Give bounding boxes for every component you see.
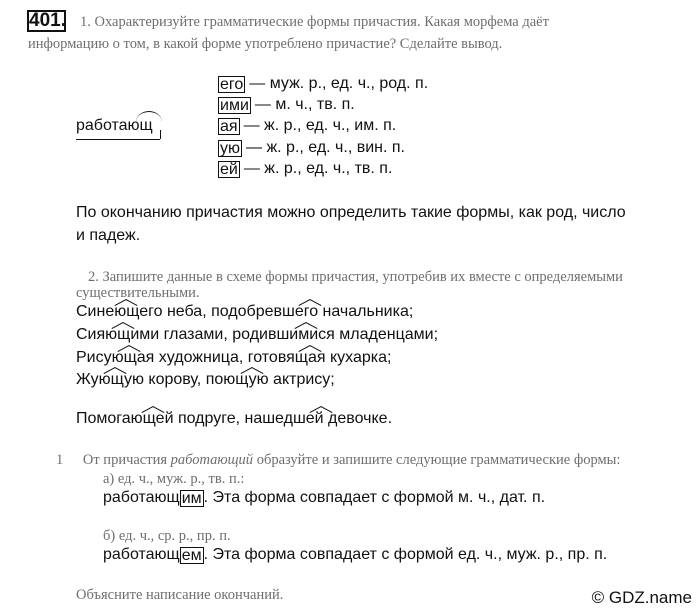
- form-a-label: а) ед. ч., муж. р., тв. п.:: [103, 471, 245, 487]
- task3-word: работающий: [170, 452, 254, 468]
- form-desc: — ж. р., ед. ч., вин. п.: [246, 139, 405, 156]
- exercise-number: 401.: [29, 10, 66, 31]
- scheme-form-4: [218, 139, 405, 157]
- task3-number: 1: [56, 452, 64, 468]
- scheme-stem: работающ: [76, 117, 153, 134]
- ending-box: ими: [220, 96, 249, 114]
- ending-box: его: [220, 75, 244, 93]
- suffix-mark: [241, 365, 263, 375]
- watermark: © GDZ.name: [591, 588, 692, 607]
- suffix-mark: [115, 297, 137, 307]
- suffix-mark: [299, 297, 321, 307]
- form-b-stem: работающ: [103, 546, 180, 563]
- form-a-rest: . Эта форма совпадает с формой м. ч., дат. п.: [203, 489, 546, 506]
- form-desc: — ж. р., ед. ч., тв. п.: [243, 160, 393, 177]
- form-b-label: б) ед. ч., ср. р., пр. п.: [103, 528, 231, 544]
- task3-suffix: образуйте и запишите следующие грамматические формы:: [256, 452, 621, 468]
- phrase-3: Рисующая художница, готовящая кухарка;: [76, 349, 392, 366]
- task3-line: [56, 452, 620, 469]
- form-b-answer: [103, 546, 607, 564]
- form-b-rest: . Эта форма совпадает с формой ед. ч., муж. р., пр. п.: [203, 546, 608, 563]
- scheme-form-1: [218, 75, 428, 93]
- ending-box: им: [181, 489, 202, 507]
- conclusion-line1: По окончанию причастия можно определить такие формы, как род, число: [76, 204, 626, 221]
- ending-box: ую: [220, 139, 240, 157]
- form-a-answer: [103, 489, 545, 507]
- form-a-stem: работающ: [103, 489, 180, 506]
- ending-box: ем: [181, 546, 202, 564]
- phrase-5: Помогающей подруге, нашедшей девочке.: [76, 410, 393, 427]
- task1-line1: 1. Охарактеризуйте грамматические формы причастия. Какая морфема даёт: [80, 14, 549, 30]
- ending-box: ая: [220, 117, 238, 135]
- task1-line2: информацию о том, в какой форме употреблено причастие? Сделайте вывод.: [28, 36, 503, 52]
- suffix-mark: [295, 320, 317, 330]
- suffix-mark: [136, 111, 162, 122]
- suffix-mark: [118, 343, 140, 353]
- scheme-form-3: [218, 117, 396, 135]
- suffix-mark: [112, 320, 134, 330]
- suffix-mark: [104, 365, 126, 375]
- task2-line2: существительными.: [76, 285, 200, 301]
- stem-underline-end: [160, 130, 161, 139]
- form-desc: — м. ч., тв. п.: [254, 96, 355, 113]
- scheme-form-2: [218, 96, 355, 114]
- task-last: Объясните написание окончаний.: [76, 587, 284, 603]
- phrase-4: Жующую корову, поющую актрису;: [76, 371, 335, 388]
- scheme-form-5: [218, 160, 392, 178]
- stem-underline: [76, 139, 160, 140]
- phrase-1: Синеющего неба, подобревшего начальника;: [76, 303, 414, 320]
- suffix-mark: [299, 343, 321, 353]
- task2-line1: 2. Запишите данные в схеме формы причастия, употребив их вместе с определяемыми: [88, 269, 623, 285]
- form-desc: — ж. р., ед. ч., им. п.: [243, 117, 397, 134]
- ending-box: ей: [220, 160, 238, 178]
- suffix-mark: [310, 404, 332, 414]
- task3-prefix: От причастия: [82, 452, 168, 468]
- phrase-2: Сияющими глазами, родившимися младенцами;: [76, 326, 439, 343]
- suffix-mark: [142, 404, 164, 414]
- form-desc: — муж. р., ед. ч., род. п.: [249, 75, 429, 92]
- conclusion-line2: и падеж.: [76, 227, 141, 244]
